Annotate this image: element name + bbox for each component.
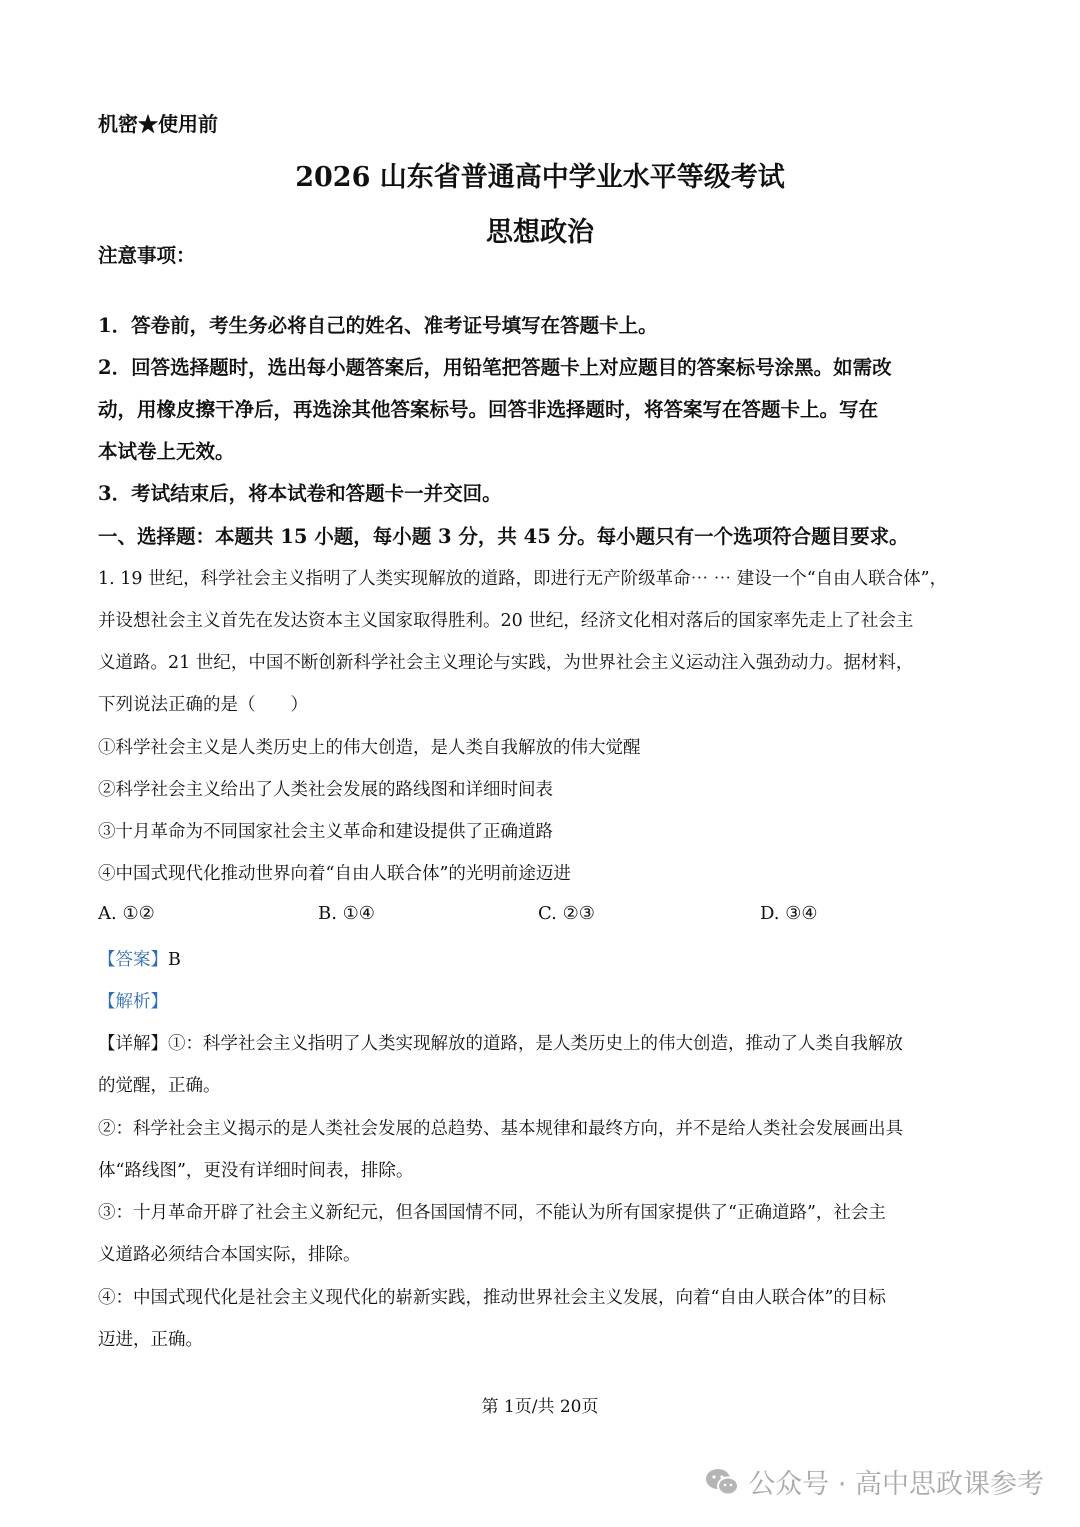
notice-line: 动，用橡皮擦干净后，再选涂其他答案标号。回答非选择题时，将答案写在答题卡上。写在 bbox=[98, 398, 879, 421]
option-b: B. ①④ bbox=[318, 903, 375, 924]
option-a: A. ①② bbox=[98, 903, 155, 924]
detail-line: ③：十月革命开辟了社会主义新纪元，但各国国情不同，不能认为所有国家提供了“正确道路”，社会主 bbox=[98, 1203, 886, 1223]
detail-line bbox=[98, 1030, 903, 1055]
wechat-icon bbox=[704, 1467, 740, 1497]
page-number: 第 1页/共 20页 bbox=[481, 1397, 599, 1417]
notice-heading: 注意事项： bbox=[98, 244, 196, 267]
detail-line: ②：科学社会主义揭示的是人类社会发展的总趋势、基本规律和最终方向，并不是给人类社会发展画出具 bbox=[98, 1119, 903, 1139]
watermark-text: 公众号 · 高中思政课参考 bbox=[748, 1469, 1044, 1500]
question-stem-line: 义道路。21 世纪，中国不断创新科学社会主义理论与实践，为世界社会主义运动注入强劲动力。据材料， bbox=[98, 653, 914, 673]
confidential-label: 机密★使用前 bbox=[98, 112, 218, 136]
detail-line: 义道路必须结合本国实际，排除。 bbox=[98, 1245, 361, 1265]
question-stem-line: 1. 19 世纪，科学社会主义指明了人类实现解放的道路，即进行无产阶级革命⋯ ⋯ 建设一个“自由人联合体”， bbox=[98, 569, 948, 589]
subject-title: 思想政治 bbox=[486, 217, 594, 248]
answer-row bbox=[98, 946, 181, 971]
question-stem-line: 下列说法正确的是（ ） bbox=[98, 695, 308, 715]
analysis-label: 【解析】 bbox=[98, 992, 168, 1012]
statement-item: ③十月革命为不同国家社会主义革命和建设提供了正确道路 bbox=[98, 822, 553, 842]
notice-line: 1．答卷前，考生务必将自己的姓名、准考证号填写在答题卡上。 bbox=[98, 314, 658, 337]
answer-label: 【答案】 bbox=[98, 950, 168, 970]
watermark bbox=[704, 1462, 1044, 1501]
answer-value: B bbox=[168, 950, 181, 970]
detail-line: 的觉醒，正确。 bbox=[98, 1076, 221, 1096]
detail-label: 【详解】 bbox=[98, 1034, 168, 1054]
detail-text: ①：科学社会主义指明了人类实现解放的道路，是人类历史上的伟大创造，推动了人类自我解放 bbox=[168, 1034, 903, 1054]
question-stem-line: 并设想社会主义首先在发达资本主义国家取得胜利。20 世纪，经济文化相对落后的国家率先走上了社会主 bbox=[98, 611, 914, 631]
statement-item: ④中国式现代化推动世界向着“自由人联合体”的光明前途迈进 bbox=[98, 864, 571, 884]
notice-line: 3．考试结束后，将本试卷和答题卡一并交回。 bbox=[98, 482, 502, 505]
detail-line: 体“路线图”，更没有详细时间表，排除。 bbox=[98, 1161, 414, 1181]
section-heading: 一、选择题：本题共 15 小题，每小题 3 分，共 45 分。每小题只有一个选项符合题目要求。 bbox=[98, 525, 909, 548]
detail-line: 迈进，正确。 bbox=[98, 1330, 203, 1350]
option-c: C. ②③ bbox=[538, 903, 595, 924]
statement-item: ②科学社会主义给出了人类社会发展的路线图和详细时间表 bbox=[98, 780, 553, 800]
notice-line: 本试卷上无效。 bbox=[98, 440, 235, 463]
exam-title: 2026 山东省普通高中学业水平等级考试 bbox=[295, 162, 785, 193]
option-d: D. ③④ bbox=[760, 903, 818, 924]
detail-line: ④：中国式现代化是社会主义现代化的崭新实践，推动世界社会主义发展，向着“自由人联合体”的目标 bbox=[98, 1288, 886, 1308]
notice-line: 2．回答选择题时，选出每小题答案后，用铅笔把答题卡上对应题目的答案标号涂黑。如需改 bbox=[98, 356, 892, 379]
statement-item: ①科学社会主义是人类历史上的伟大创造，是人类自我解放的伟大觉醒 bbox=[98, 738, 641, 758]
